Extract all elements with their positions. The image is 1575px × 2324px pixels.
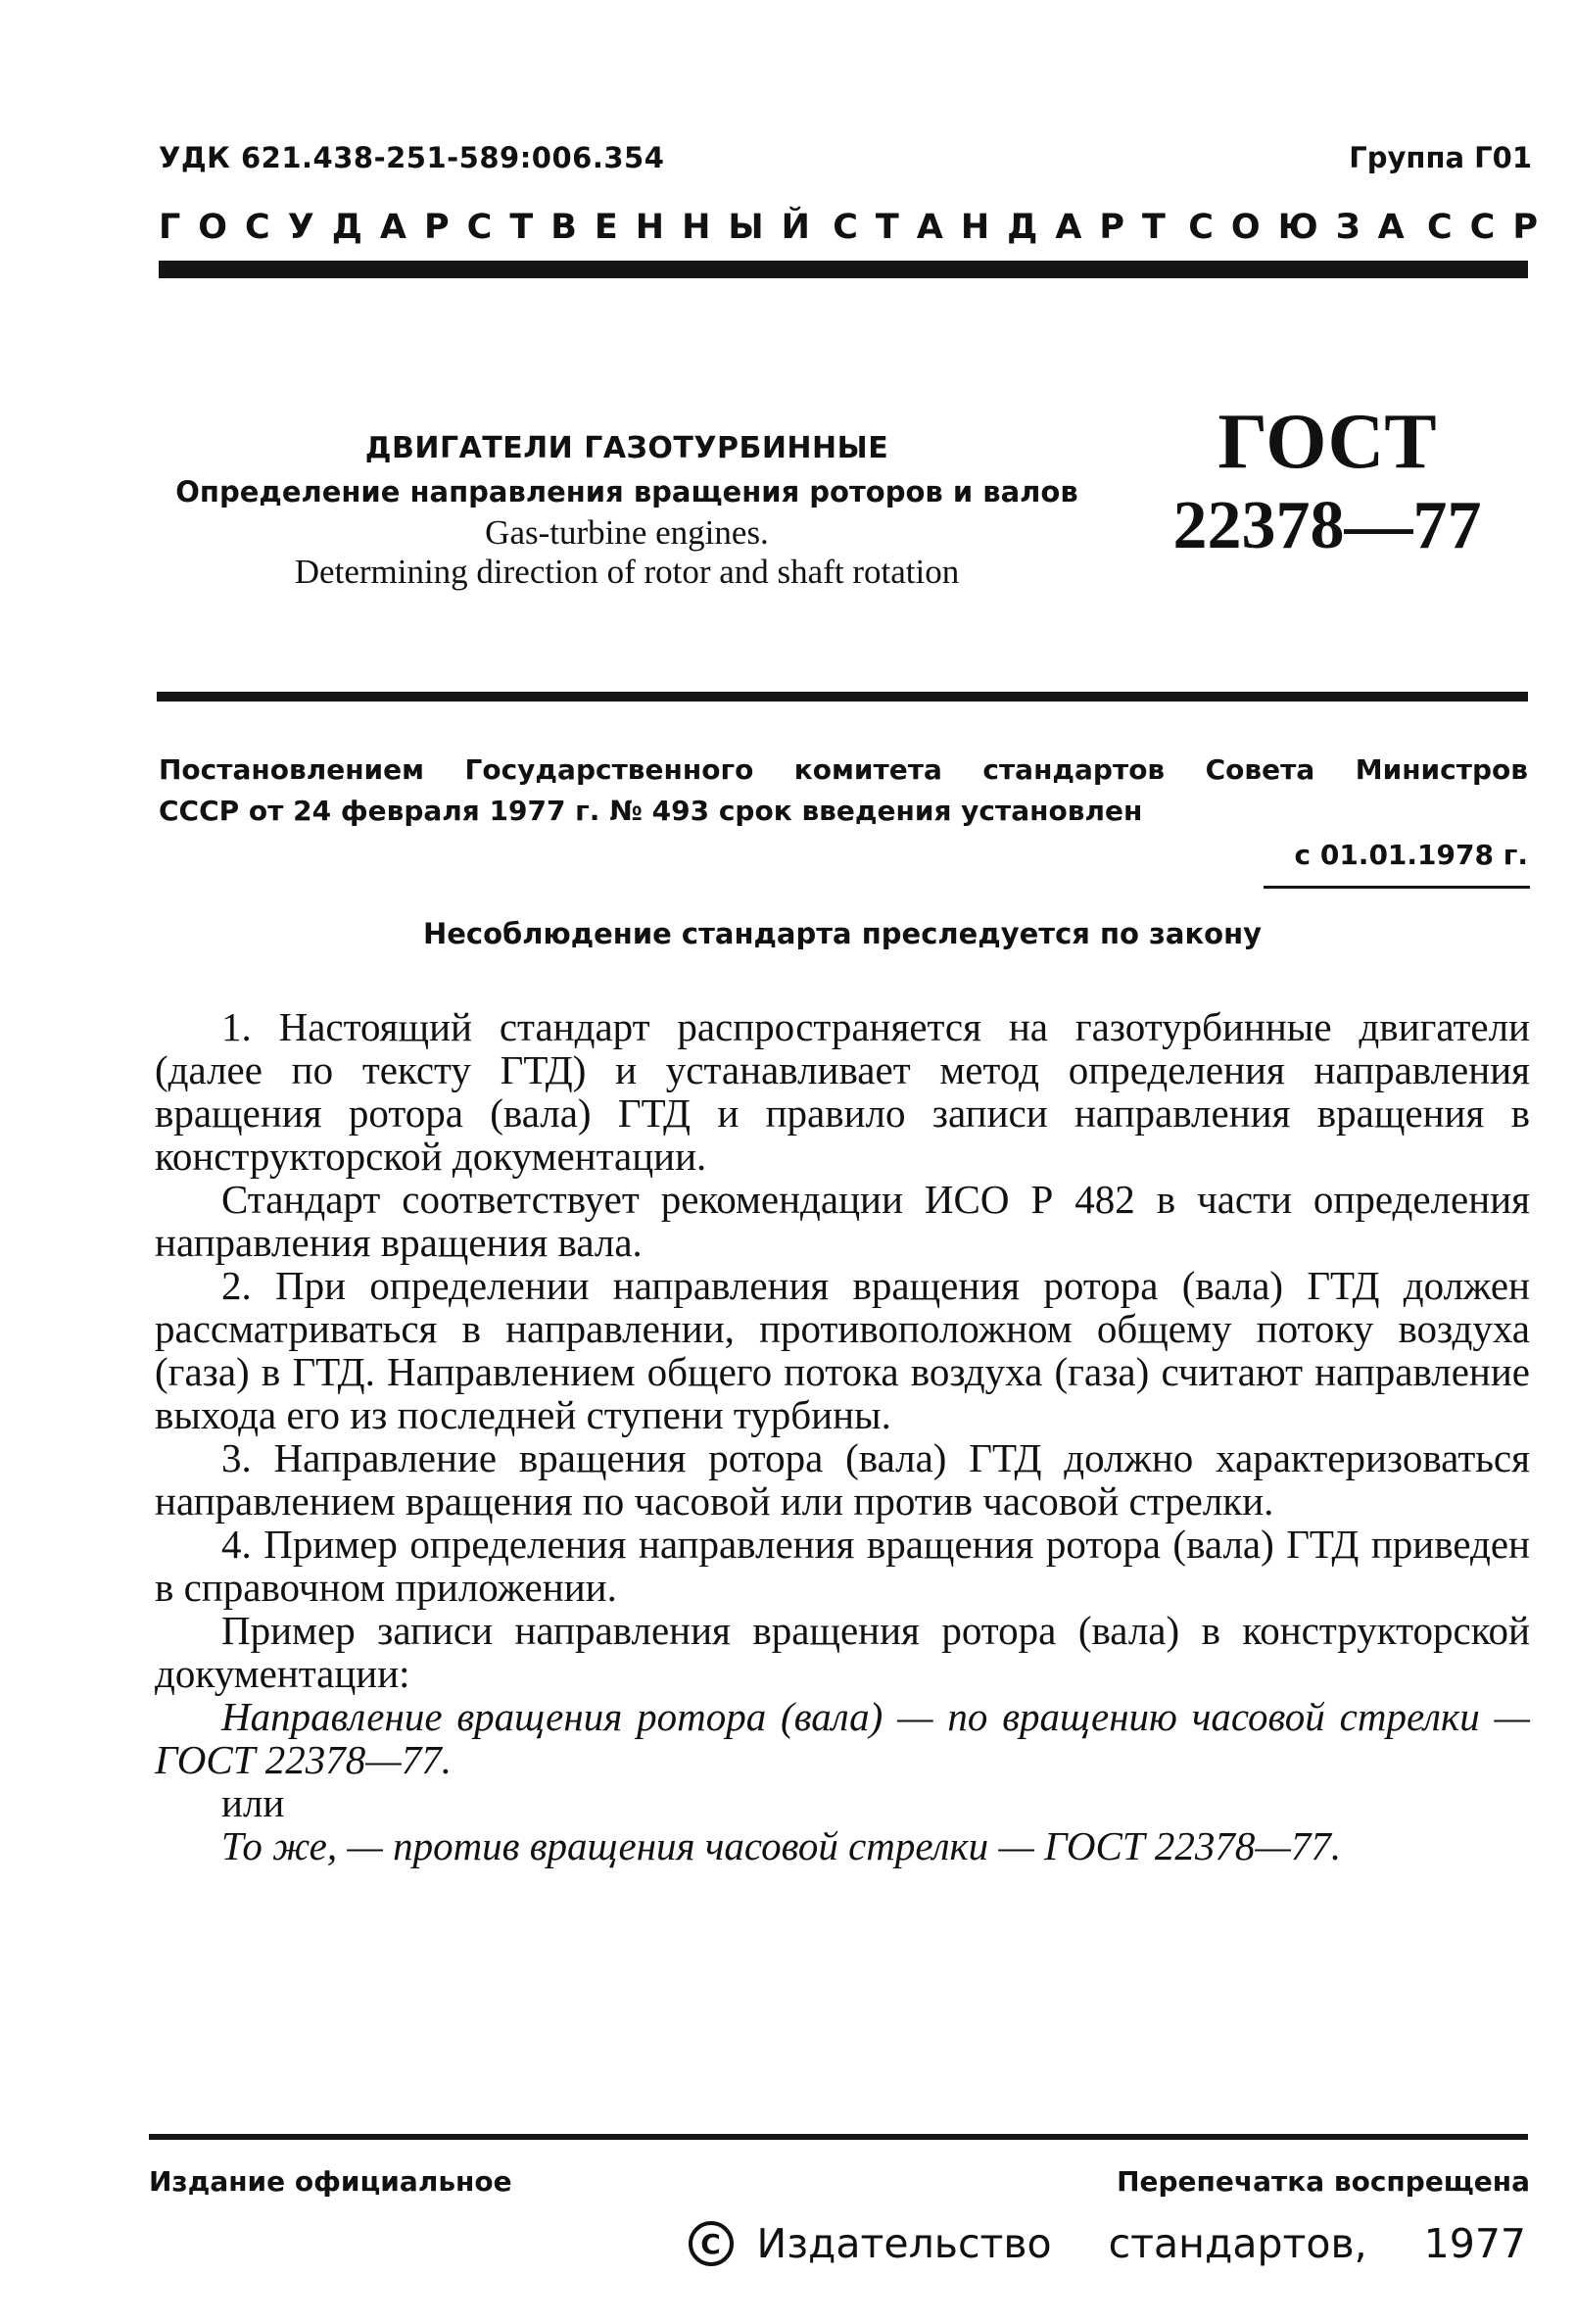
or-word: или [221, 1780, 285, 1825]
body-text [155, 1005, 1530, 1867]
publisher-name: Издательство [756, 2220, 1052, 2267]
title-block [157, 427, 1097, 592]
title-divider [157, 692, 1528, 702]
decree-line-2: СССР от 24 февраля 1977 г. № 493 срок введения установлен [159, 795, 1143, 827]
paragraph-5: 4. Пример определения направления вращения ротора (вала) ГТД приведен в справочном приложении. [155, 1522, 1530, 1610]
copyright-icon: C [689, 2221, 734, 2266]
legal-warning: Несоблюдение стандарта преследуется по закону [422, 917, 1263, 950]
gost-block [1126, 400, 1528, 568]
publication-year: 1977 [1423, 2220, 1526, 2267]
state-word-2: СТАНДАРТ [833, 208, 1183, 247]
official-edition: Издание официальное [149, 2165, 512, 2198]
example-2: То же, — против вращения часовой стрелки — ГОСТ 22378—77. [221, 1823, 1342, 1868]
paragraph-3: 2. При определении направления вращения ротора (вала) ГТД должен рассматриваться в направлении, противоположном общему потоку воздуха (газа) в ГТД. Направлением общего потока воздуха (газа) считают направление выхода его из последней ступени турбины. [155, 1263, 1530, 1437]
reprint-prohibited: Перепечатка воспрещена [1117, 2165, 1530, 2198]
footer-divider [149, 2134, 1528, 2140]
title-en-main: Gas-turbine engines. [485, 513, 769, 552]
title-ru-main: ДВИГАТЕЛИ ГАЗОТУРБИННЫЕ [364, 431, 889, 465]
decree-line-1: Постановлением Государственного комитета стандартов Совета Министров [159, 753, 1528, 786]
state-standard-heading [159, 208, 1555, 247]
header-divider [159, 261, 1528, 278]
paragraph-4: 3. Направление вращения ротора (вала) ГТД должно характеризоваться направлением вращения по часовой или против часовой стрелки. [155, 1435, 1530, 1524]
group-code: Группа Г01 [1349, 141, 1532, 174]
publisher-name-2: стандартов, [1108, 2220, 1367, 2267]
gost-label: ГОСТ [1217, 399, 1437, 485]
udc-code: УДК 621.438-251-589:006.354 [159, 141, 665, 174]
decree-date: с 01.01.1978 г. [1294, 839, 1528, 871]
state-word-3: СОЮЗА [1188, 208, 1422, 247]
paragraph-1: 1. Настоящий стандарт распространяется на газотурбинные двигатели (далее по тексту ГТД) и устанавливает метод определения направления вращения ротора (вала) ГТД и правило записи направления вращения в конструкторской документации. [155, 1004, 1530, 1179]
state-word-4: ССР [1426, 208, 1555, 247]
title-ru-sub: Определение направления вращения роторов и валов [175, 475, 1078, 508]
publisher-line [689, 2220, 1526, 2267]
paragraph-6: Пример записи направления вращения ротора (вала) в конструкторской документации: [155, 1608, 1530, 1696]
paragraph-2: Стандарт соответствует рекомендации ИСО Р 482 в части определения направления вращения вала. [155, 1177, 1530, 1265]
date-underline [1264, 886, 1530, 889]
state-word-1: ГОСУДАРСТВЕННЫЙ [159, 208, 828, 247]
title-en-sub: Determining direction of rotor and shaft rotation [294, 553, 960, 591]
gost-number: 22378—77 [1172, 488, 1482, 563]
example-1: Направление вращения ротора (вала) — по вращению часовой стрелки — ГОСТ 22378—77. [155, 1694, 1530, 1782]
